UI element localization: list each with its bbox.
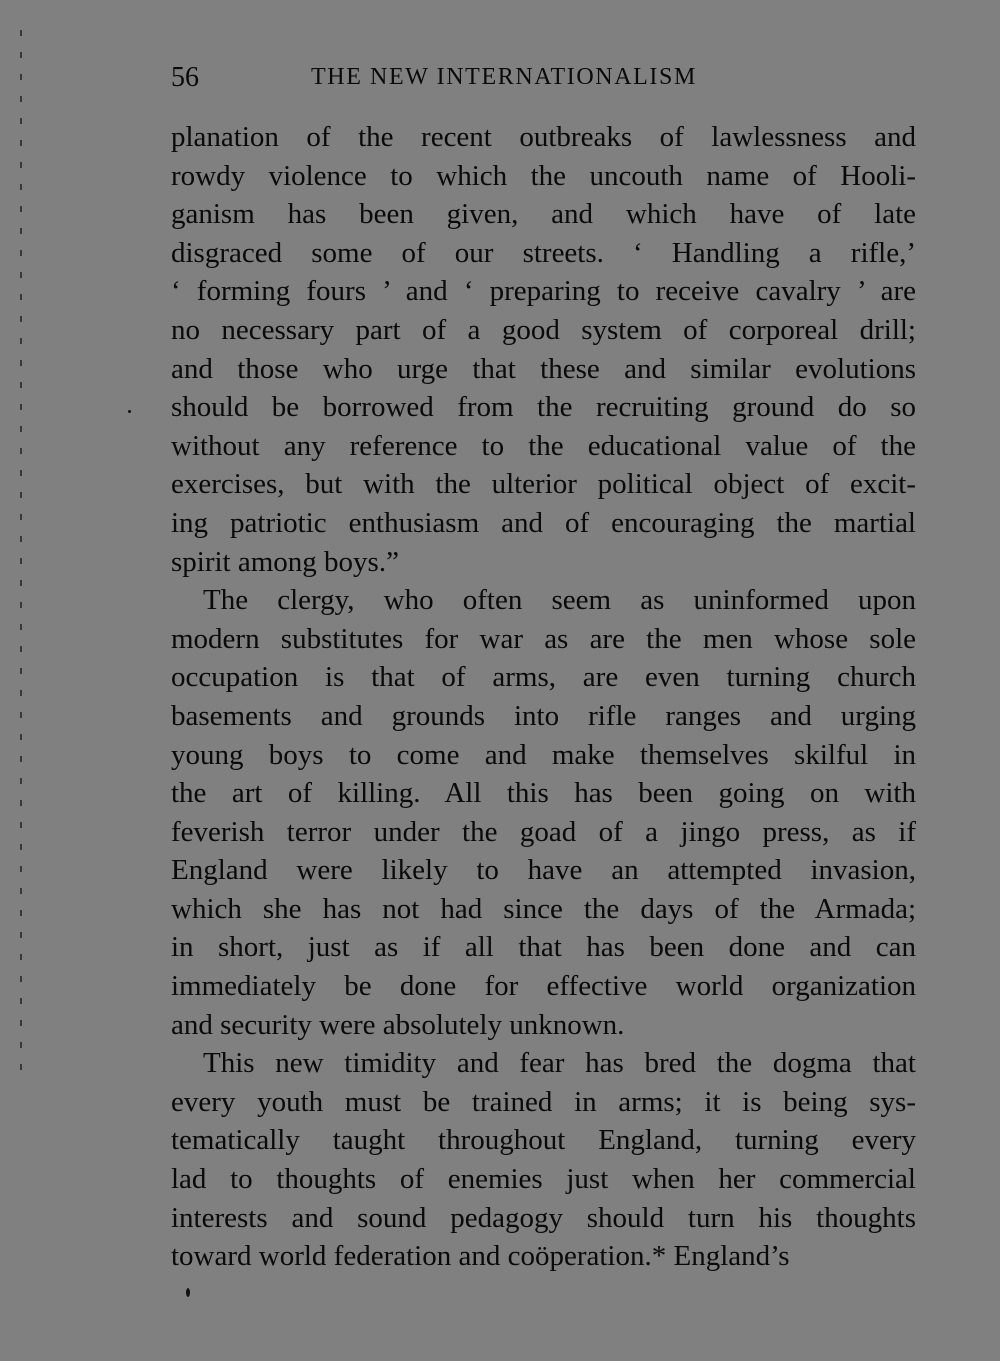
running-title: THE NEW INTERNATIONALISM <box>311 64 697 90</box>
text-line: immediately be done for effective world organization <box>171 970 916 1003</box>
text-line: exercises, but with the ulterior political object of excit- <box>171 468 916 501</box>
page-number: 56 <box>171 62 199 93</box>
body-text <box>171 118 916 1276</box>
text-line: which she has not had since the days of the Armada; <box>171 892 916 925</box>
text-line: and those who urge that these and similar evolutions <box>171 352 916 385</box>
ink-speck <box>128 410 131 413</box>
text-line: occupation is that of arms, are even turning church <box>171 661 916 694</box>
text-line: no necessary part of a good system of corporeal drill; <box>171 313 916 346</box>
text-line: in short, just as if all that has been done and can <box>171 931 916 964</box>
text-line: tematically taught throughout England, turning every <box>171 1124 916 1157</box>
text-line: toward world federation and coöperation.* England’s <box>171 1240 790 1273</box>
text-line: should be borrowed from the recruiting ground do so <box>171 391 916 424</box>
text-line: This new timidity and fear has bred the dogma that <box>203 1047 916 1080</box>
paragraph <box>171 1044 916 1276</box>
text-line: basements and grounds into rifle ranges and urging <box>171 699 916 732</box>
text-line: ing patriotic enthusiasm and of encouraging the martial <box>171 506 916 539</box>
paragraph <box>171 581 916 1044</box>
text-line: ganism has been given, and which have of late <box>171 198 916 231</box>
text-line: without any reference to the educational value of the <box>171 429 916 462</box>
text-line: young boys to come and make themselves skilful in <box>171 738 916 771</box>
text-line: the art of killing. All this has been going on with <box>171 777 916 810</box>
text-line: and security were absolutely unknown. <box>171 1008 625 1041</box>
text-line: feverish terror under the goad of a jingo press, as if <box>171 815 916 848</box>
text-line: The clergy, who often seem as uninformed upon <box>203 584 916 617</box>
text-line: spirit among boys.” <box>171 545 399 578</box>
ink-speck <box>186 1288 190 1297</box>
text-line: England were likely to have an attempted invasion, <box>171 854 916 887</box>
page-header <box>171 62 781 102</box>
text-line: modern substitutes for war as are the men whose sole <box>171 622 916 655</box>
text-line: rowdy violence to which the uncouth name of Hooli- <box>171 159 916 192</box>
text-line: planation of the recent outbreaks of lawlessness and <box>171 121 916 153</box>
paragraph <box>171 118 916 581</box>
text-line: ‘ forming fours ’ and ‘ preparing to receive cavalry ’ are <box>171 275 916 308</box>
scan-edge-mark <box>20 30 22 1070</box>
text-line: lad to thoughts of enemies just when her commercial <box>171 1163 916 1196</box>
text-line: every youth must be trained in arms; it is being sys- <box>171 1085 916 1118</box>
text-line: disgraced some of our streets. ‘ Handling a rifle,’ <box>171 236 916 269</box>
text-line: interests and sound pedagogy should turn his thoughts <box>171 1201 916 1234</box>
